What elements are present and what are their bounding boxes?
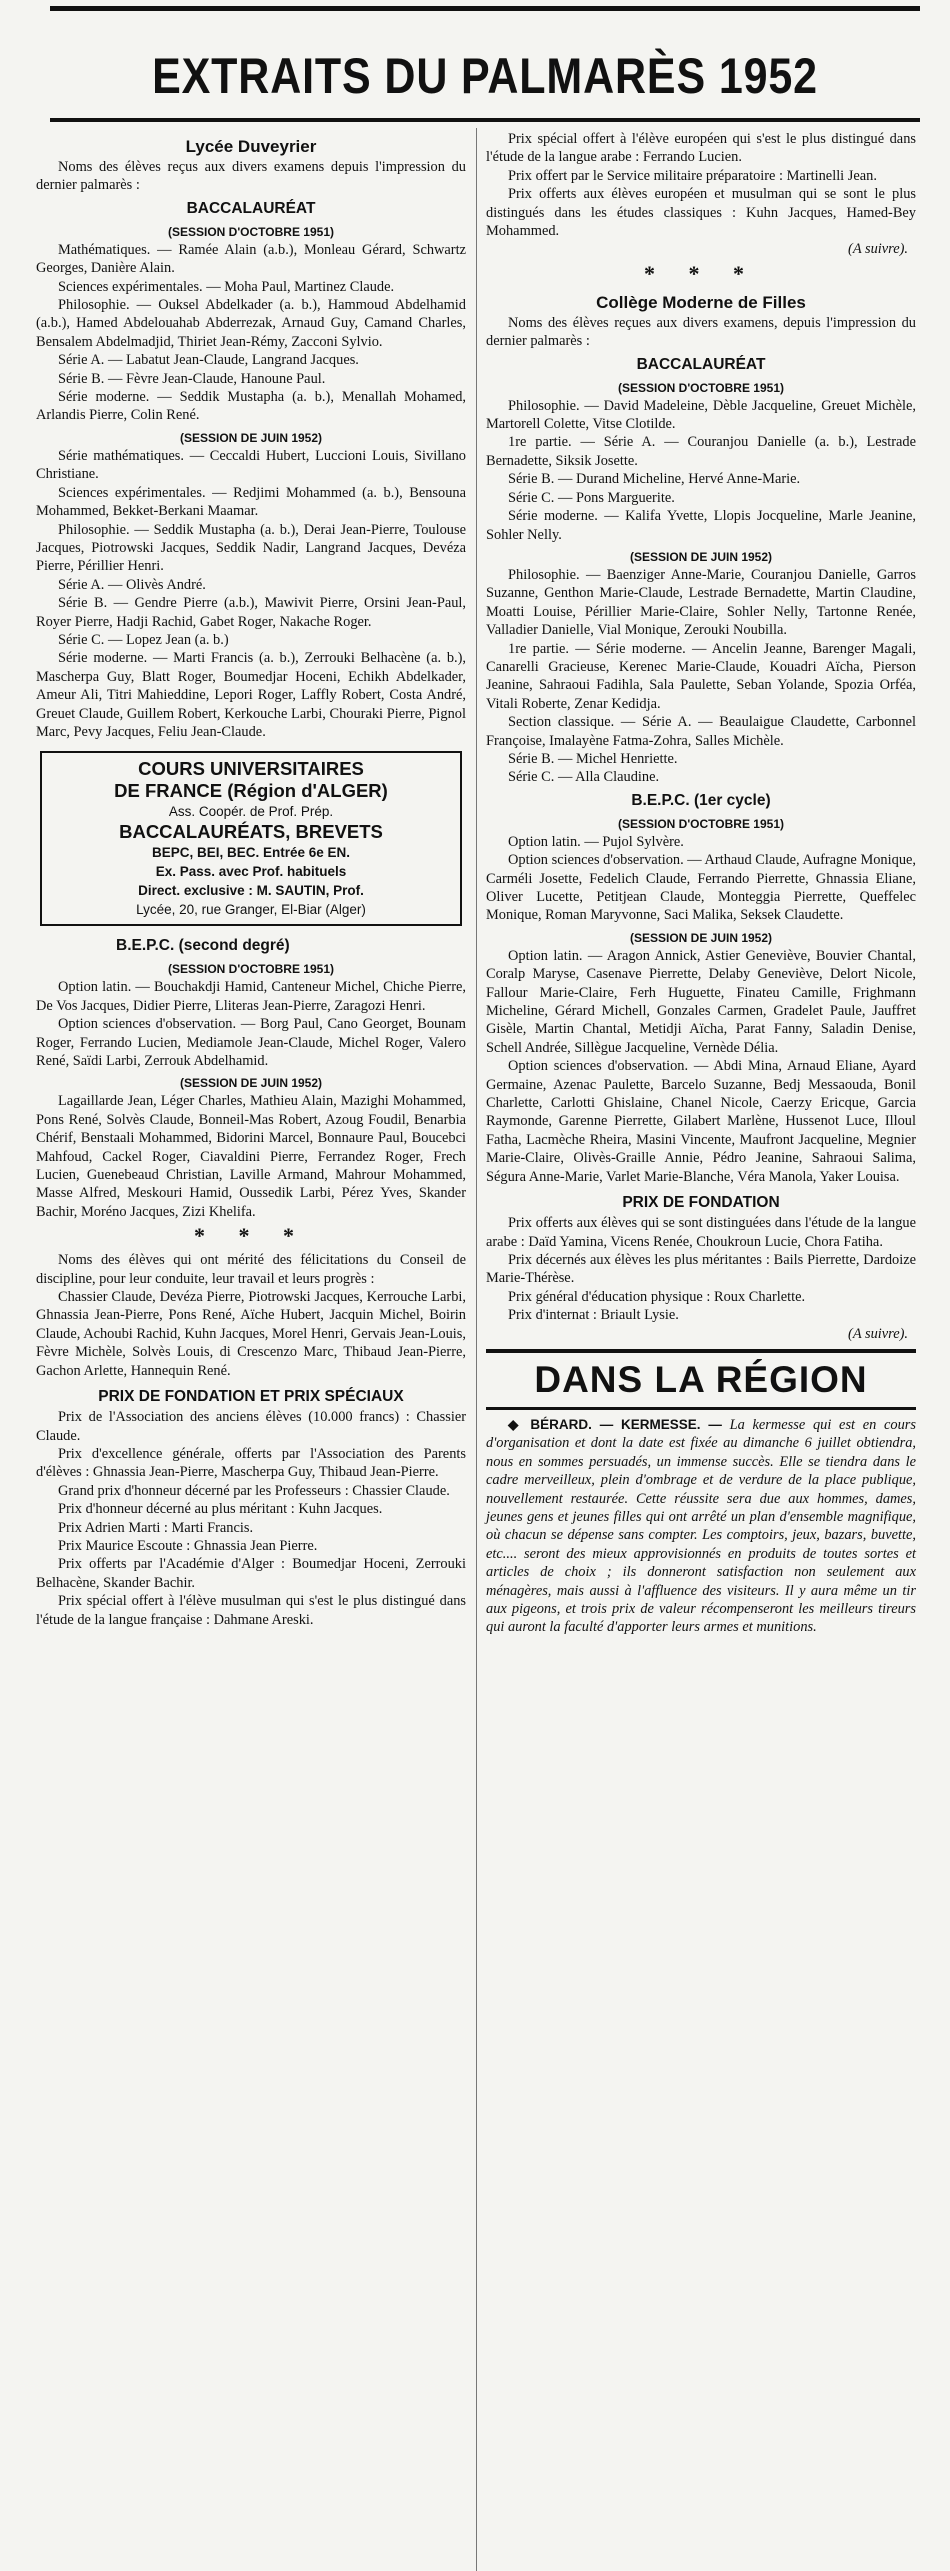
prize-paragraph: Prix Maurice Escoute : Ghnassia Jean Pierre. bbox=[58, 1537, 318, 1554]
session-label: (SESSION D'OCTOBRE 1951) bbox=[167, 962, 334, 977]
session-label: (SESSION DE JUIN 1952) bbox=[629, 549, 773, 564]
lycee-intro: Noms des élèves reçus aux divers examens depuis l'impression du dernier palmarès : bbox=[36, 159, 466, 194]
prize-paragraph: Prix offerts par l'Académie d'Alger : Boumedjar Hoceni, Zerrouki Belhacène, Skander Bachir. bbox=[36, 1556, 466, 1591]
ad-line: Direct. exclusive : M. SAUTIN, Prof. bbox=[138, 883, 364, 899]
region-title: DANS LA RÉGION bbox=[534, 1358, 868, 1400]
banner-title: EXTRAITS DU PALMARÈS 1952 bbox=[152, 48, 818, 104]
ad-line: BACCALAURÉATS, BREVETS bbox=[119, 821, 383, 843]
prix-title: PRIX DE FONDATION ET PRIX SPÉCIAUX bbox=[98, 1388, 404, 1406]
felicitations-list: Chassier Claude, Devéza Pierre, Piotrowski Jacques, Kerrouche Larbi, Ghnassia Jean-Pierre, Pons René, Aïche Hubert, Jacquin Michel, Boirin Claude, Achoubi Rachid, Kuhn Jacques, Morel Henri, Gervais Jean-Louis, Fèvre Michèle, Solvès Louis, di Crescenzo Marc, Thibaud Jean-Pierre, Gachon Arlette, Hannequin René. bbox=[36, 1289, 466, 1379]
result-paragraph: Lagaillarde Jean, Léger Charles, Mathieu Alain, Mazighi Mohammed, Pons René, Solvès Claude, Bonneil-Mas Robert, Azoug Foudil, Benarbia Chérif, Benstaali Mohammed, Bidorini Marcel, Bonnaure Paul, Boucebci Mahfoud, Cackel Roger, Ciavaldini Pierre, Ferrandez Roger, Frech Lucien, Guenebeaud Christian, Laville Armand, Mahrour Mohammed, Masse Alfred, Meskouri Hamid, Oussedik Larbi, Pérez Yves, Skander Bachir, Moréno Jacques, Zizi Khelifa. bbox=[36, 1093, 466, 1220]
result-paragraph: Série C. — Alla Claudine. bbox=[508, 769, 660, 786]
result-paragraph: Série C. — Pons Marguerite. bbox=[508, 489, 675, 506]
result-paragraph: Série moderne. — Seddik Mustapha (a. b.), Menallah Mohamed, Arlandis Pierre, Colin René. bbox=[36, 389, 466, 424]
bac-title: BACCALAURÉAT bbox=[186, 199, 316, 217]
prize-paragraph: Prix d'internat : Briault Lysie. bbox=[508, 1307, 679, 1324]
result-paragraph: 1re partie. — Série A. — Couranjou Danielle (a. b.), Lestrade Bernadette, Siksik Josette. bbox=[486, 434, 916, 469]
top-rule bbox=[50, 6, 920, 11]
session-label: (SESSION DE JUIN 1952) bbox=[179, 1076, 323, 1091]
banner-rule bbox=[50, 118, 920, 122]
college-intro: Noms des élèves reçues aux divers examens, depuis l'impression du dernier palmarès : bbox=[486, 314, 916, 350]
prize-paragraph: Prix décernés aux élèves les plus méritantes : Bails Pierrette, Dardoize Marie-Thérèse. bbox=[486, 1251, 916, 1287]
session-label: (SESSION D'OCTOBRE 1951) bbox=[167, 224, 334, 239]
result-paragraph: Philosophie. — Seddik Mustapha (a. b.), Derai Jean-Pierre, Toulouse Jacques, Piotrowski Jacques, Seddik Nadir, Langrand Jacques, Devéza Pierre, Périllier Henri. bbox=[36, 521, 466, 575]
a-suivre: (A suivre). bbox=[848, 241, 908, 258]
result-paragraph: Série A. — Olivès André. bbox=[58, 576, 206, 593]
result-paragraph: Mathématiques. — Ramée Alain (a.b.), Monleau Gérard, Schwartz Georges, Danière Alain. bbox=[36, 241, 466, 277]
result-paragraph: Série B. — Michel Henriette. bbox=[508, 750, 678, 767]
bac-title: BACCALAURÉAT bbox=[636, 355, 766, 373]
lycee-title: Lycée Duveyrier bbox=[185, 137, 317, 156]
session-label: (SESSION D'OCTOBRE 1951) bbox=[617, 816, 784, 831]
bepc-title: B.E.P.C. (1er cycle) bbox=[631, 791, 771, 809]
prize-paragraph: Prix Adrien Marti : Marti Francis. bbox=[58, 1519, 254, 1536]
session-label: (SESSION DE JUIN 1952) bbox=[629, 930, 773, 945]
ad-line: Lycée, 20, rue Granger, El-Biar (Alger) bbox=[136, 902, 366, 918]
ad-line: Ex. Pass. avec Prof. habituels bbox=[155, 864, 347, 880]
result-paragraph: Série B. — Fèvre Jean-Claude, Hanoune Paul. bbox=[58, 370, 326, 387]
result-paragraph: Sciences expérimentales. — Redjimi Mohammed (a. b.), Bensouna Mohammed, Bekket-Berkani Maamar. bbox=[36, 484, 466, 520]
prize-paragraph: Prix spécial offert à l'élève musulman qui s'est le plus distingué dans l'étude de la langue française : Dahmane Areski. bbox=[36, 1593, 466, 1628]
result-paragraph: Option sciences d'observation. — Abdi Mina, Arnaud Eliane, Ayard Germaine, Azenac Paulette, Barcelo Suzanne, Bedj Messaouda, Bonil Charlette, Carlotti Ghislaine, Chanel Nicole, Caerzy Ericque, Garcia Raymonde, Garenne Pierrette, Gilabert Marlène, Hussenot Luce, Illoul Fatha, Lacmèche Rheira, Masini Vincente, Maufront Jacqueline, Megnier Marie-Claire, Olivès-Graille Annie, Pédro Jeanine, Sahraoui Salima, Ségura Anne-Marie, Varlet Marie-Blanche, Véra Manola, Yaker Louisa. bbox=[486, 1058, 916, 1185]
prize-paragraph: Prix d'excellence générale, offerts par l'Association des Parents d'élèves : Ghnassia Jean-Pierre, Mascherpa Guy, Thibaud Jean-Pierre. bbox=[36, 1445, 466, 1481]
prize-paragraph: Prix général d'éducation physique : Roux Charlette. bbox=[508, 1288, 806, 1305]
result-paragraph: Option latin. — Aragon Annick, Astier Geneviève, Bouvier Chantal, Coralp Maryse, Casenave Pierrette, Delaby Geneviève, Delort Nicole, Fallour Marie-Claire, Ferh Huguette, Finateu Camille, Frighmann Micheline, Gérard Michell, Gonzales Carmen, Gradelet Paule, Jauffret Gisèle, Martin Chantal, Metidji Aïcha, Parat Fanny, Saladin Denise, Schell Andrée, Sillègue Jacqueline, Vernède Délia. bbox=[486, 947, 916, 1056]
felicitations-intro: Noms des élèves qui ont mérité des félicitations du Conseil de discipline, pour leur conduite, leur travail et leurs progrès : bbox=[36, 1252, 466, 1287]
column-divider bbox=[476, 128, 477, 2571]
right-column bbox=[486, 130, 916, 1637]
prix-fondation-title: PRIX DE FONDATION bbox=[622, 1194, 780, 1212]
ad-line: DE FRANCE (Région d'ALGER) bbox=[114, 780, 388, 802]
region-article-body: La kermesse qui est en cours d'organisation et dont la date est fixée au dimanche 6 juillet obtiendra, nous en sommes persuadés, un immense succès. Elle se tiendra dans le cadre merveilleux, plein d'ombrage et de verdure de la place publique, nouvellement restaurée. Cette réussite sera due aux hommes, dames, jeunes gens et jeunes filles qui ont arrêté un plan d'ensemble magnifique, où chacun se dépense sans compter. Les comptoirs, jeux, bazars, buvette, etc.... seront des mieux approvisionnés en produits de toutes sortes et articles de choix ; ils donneront satisfaction non seulement aux ménagères, mais aussi à l'affluence des visiteurs. Il y aura même un tir aux pigeons, et trois prix de valeur récompenseront les meilleurs tireurs qui auront la faculté d'apporter leurs armes et munitions. bbox=[486, 1416, 916, 1636]
result-paragraph: Série moderne. — Marti Francis (a. b.), Zerrouki Belhacène (a. b.), Mascherpa Guy, Blatt Roger, Boumedjar Hoceni, Echikh Abdelkader, Ameur Ali, Titri Mahieddine, Lepori Roger, Laffly Robert, Costa André, Greuet Claude, Guillem Robert, Kerkouche Larbi, Chouraki Pierre, Pignol Marc, Pevy Jacques, Feliu Jean-Claude. bbox=[36, 650, 466, 740]
ad-line: COURS UNIVERSITAIRES bbox=[138, 758, 364, 780]
prize-paragraph: Prix d'honneur décerné au plus méritant : Kuhn Jacques. bbox=[58, 1501, 383, 1518]
section-stars: * * * bbox=[644, 260, 758, 286]
region-rule bbox=[486, 1407, 916, 1410]
result-paragraph: Série B. — Durand Micheline, Hervé Anne-Marie. bbox=[508, 471, 801, 488]
result-paragraph: Série moderne. — Kalifa Yvette, Llopis Jocqueline, Marle Jeanine, Sohler Nelly. bbox=[486, 508, 916, 543]
result-paragraph: Série B. — Gendre Pierre (a.b.), Mawivit Pierre, Orsini Jean-Paul, Royer Pierre, Hadji Rachid, Gabet Roger, Nakache Roger. bbox=[36, 595, 466, 630]
ad-line: BEPC, BEI, BEC. Entrée 6e EN. bbox=[151, 845, 351, 861]
a-suivre: (A suivre). bbox=[848, 1325, 908, 1342]
prize-paragraph: Grand prix d'honneur décerné par les Professeurs : Chassier Claude. bbox=[58, 1482, 450, 1499]
result-paragraph: Option latin. — Pujol Sylvère. bbox=[508, 833, 684, 850]
result-paragraph: Série A. — Labatut Jean-Claude, Langrand Jacques. bbox=[58, 352, 359, 369]
region-section bbox=[486, 1349, 916, 1637]
session-label: (SESSION DE JUIN 1952) bbox=[179, 430, 323, 445]
result-paragraph: Série mathématiques. — Ceccaldi Hubert, Luccioni Louis, Sivillano Christiane. bbox=[36, 447, 466, 483]
result-paragraph: Option sciences d'observation. — Borg Paul, Cano Georget, Bounam Roger, Ferrando Lucien, Mediamole Jean-Claude, Michel Roger, Valero René, Saïdi Larbi, Zerrouk Abdelhamid. bbox=[36, 1016, 466, 1069]
left-column bbox=[36, 130, 466, 1629]
region-article-head: ◆ BÉRARD. — KERMESSE. — bbox=[508, 1416, 722, 1432]
result-paragraph: Section classique. — Série A. — Beaulaigue Claudette, Carbonnel Françoise, Imalayène Fatma-Zohra, Salles Michèle. bbox=[486, 714, 916, 749]
prize-paragraph: Prix offert par le Service militaire préparatoire : Martinelli Jean. bbox=[508, 167, 877, 184]
result-paragraph: Philosophie. — Ouksel Abdelkader (a. b.), Hammoud Abdelhamid (a.b.), Hamed Abdelouahab Abderrezak, Arnaud Guy, Camand Charles, Bensalem Abdelmadjid, Thiriet Jean-Rémy, Zacconi Sylvio. bbox=[36, 297, 466, 350]
advertisement-box bbox=[40, 751, 462, 926]
result-paragraph: 1re partie. — Série moderne. — Ancelin Jeanne, Barenger Magali, Canarelli Gracieuse, Kerenec Marie-Claude, Kouadri Aïcha, Pierson Jeanine, Sahraoui Fadihla, Sala Paulette, Seban Yolande, Spozia Orféa, Vitali Roberte, Zenar Kedidja. bbox=[486, 640, 916, 712]
result-paragraph: Série C. — Lopez Jean (a. b.) bbox=[58, 631, 229, 648]
college-title: Collège Moderne de Filles bbox=[596, 292, 806, 312]
bepc-title: B.E.P.C. (second degré) bbox=[116, 937, 290, 955]
result-paragraph: Philosophie. — David Madeleine, Dèble Jacqueline, Greuet Michèle, Martorell Colette, Vitse Clotilde. bbox=[486, 397, 916, 433]
session-label: (SESSION D'OCTOBRE 1951) bbox=[617, 380, 784, 395]
prize-paragraph: Prix spécial offert à l'élève européen qui s'est le plus distingué dans l'étude de la langue arabe : Ferrando Lucien. bbox=[486, 131, 916, 166]
prize-paragraph: Prix offerts aux élèves européen et musulman qui se sont le plus distingués dans les études classiques : Kuhn Jacques, Hamed-Bey Mohammed. bbox=[486, 186, 916, 240]
prize-paragraph: Prix offerts aux élèves qui se sont distinguées dans l'étude de la langue arabe : Daïd Yamina, Vicens Renée, Choukroun Lucie, Chora Fatiha. bbox=[486, 1215, 916, 1250]
section-stars: * * * bbox=[194, 1223, 308, 1249]
result-paragraph: Option sciences d'observation. — Arthaud Claude, Aufragne Monique, Carméli Josette, Fedelich Claude, Ferrando Pierrette, Ghnassia Eliane, Oliver Lucette, Petitjean Claude, Monteggia Pierrette, Queffelec Monique, Roman Maryvonne, Saci Malika, Seksek Claudette. bbox=[486, 852, 916, 924]
result-paragraph: Option latin. — Bouchakdji Hamid, Canteneur Michel, Chiche Pierre, De Vos Jacques, Didier Pierre, Lliteras Jean-Pierre, Zaragozi Henri. bbox=[36, 979, 466, 1014]
ad-line: Ass. Coopér. de Prof. Prép. bbox=[168, 804, 334, 820]
result-paragraph: Philosophie. — Baenziger Anne-Marie, Couranjou Danielle, Garros Suzanne, Genthon Marie-Claude, Lestrade Bernadette, Martin Claudine, Moatti Louise, Périllier Marie-Claire, Sohler Nelly, Tartonne Renée, Valladier Danielle, Vial Monique, Zerouki Noubilla. bbox=[486, 566, 916, 639]
region-article bbox=[486, 1416, 916, 1637]
prize-paragraph: Prix de l'Association des anciens élèves (10.000 francs) : Chassier Claude. bbox=[36, 1409, 466, 1444]
result-paragraph: Sciences expérimentales. — Moha Paul, Martinez Claude. bbox=[58, 278, 395, 295]
